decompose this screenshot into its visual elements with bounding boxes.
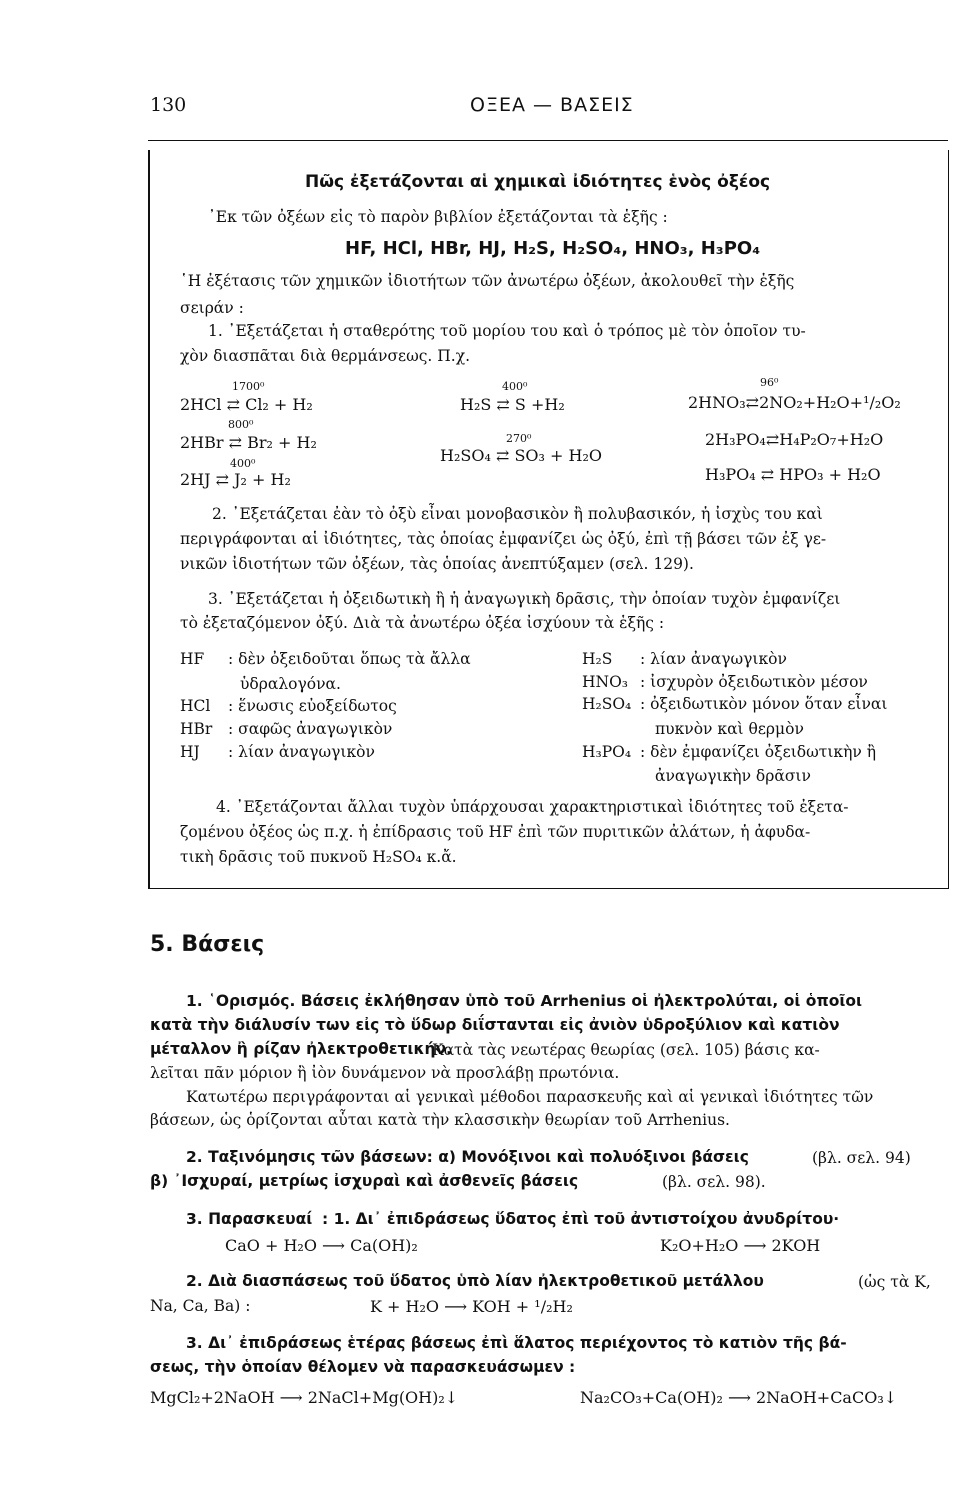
preparations-method1: : 1. Δι᾿ ἐπιδράσεως ὕδατος ἐπὶ τοῦ ἀντιστοίχου ἀνυδρίτου· [322,1210,840,1228]
reaction-h2so4: H₂SO₄ ⇄ SO₃ + H₂O [440,446,602,465]
box-item1-line1: 1. ᾿Εξετάζεται ἡ σταθερότης τοῦ μορίου του καὶ ὁ τρόπος μὲ τὸν ὁποῖον τυ- [208,322,806,340]
methods-line1: Κατωτέρω περιγράφονται αἱ γενικαὶ μέθοδοι παρασκευῆς καὶ αἱ γενικαὶ ἰδιότητες τῶν [186,1088,874,1106]
box-item4-line2: ζομένου ὀξέος ὡς π.χ. ἡ ἐπίδρασις τοῦ HF ἐπὶ τῶν πυριτικῶν ἀλάτων, ἡ ἀφυδα- [180,823,811,841]
prop-desc: : δὲν ὀξειδοῦται ὅπως τὰ ἄλλα [228,650,471,668]
prop-formula: HBr [180,720,213,738]
preparations-method2-text: (ὡς τὰ K, [858,1273,931,1291]
prop-desc: : σαφῶς ἀναγωγικὸν [228,720,393,738]
prop-formula: HNO₃ [582,673,629,691]
definition-line3-text: Κατὰ τὰς νεωτέρας θεωρίας (σελ. 105) βάσις κα- [432,1041,820,1059]
classification-line1: 2. Ταξινόμησις τῶν βάσεων: α) Μονόξινοι καὶ πολυόξινοι βάσεις [186,1148,749,1166]
prop-desc: : ἰσχυρὸν ὀξειδωτικὸν μέσον [640,673,868,691]
equation-mgcl2: MgCl₂+2NaOH ⟶ 2NaCl+Mg(OH)₂↓ [150,1388,459,1407]
box-item2-line1: 2. ᾿Εξετάζεται ἐὰν τὸ ὀξὺ εἶναι μονοβασικὸν ἢ πολυβασικόν, ἡ ἰσχὺς του καὶ [212,505,823,523]
section-title: 5. Βάσεις [150,932,265,957]
equation-k2o: K₂O+H₂O ⟶ 2KOH [660,1236,821,1255]
box-intro: ᾿Εκ τῶν ὀξέων εἰς τὸ παρὸν βιβλίον ἐξετάζονται τὰ ἑξῆς : [208,208,668,226]
equation-na2co3: Na₂CO₃+Ca(OH)₂ ⟶ 2NaOH+CaCO₃↓ [580,1388,898,1407]
prop-desc: πυκνὸν καὶ θερμὸν [655,720,804,738]
temp-label: 1700⁰ [232,380,265,393]
prop-desc: : λίαν ἀναγωγικὸν [640,650,787,668]
reaction-hcl: 2HCl ⇄ Cl₂ + H₂ [180,395,313,414]
definition-line4: λεῖται πᾶν μόριον ἢ ἰὸν δυνάμενον νὰ προσλάβῃ πρωτόνια. [150,1064,620,1082]
running-title: ΟΞΕΑ — ΒΑΣΕΙΣ [470,94,634,116]
preparations-method2: 2. Διὰ διασπάσεως τοῦ ὕδατος ὑπὸ λίαν ἠλεκτροθετικοῦ μετάλλου [186,1272,764,1290]
reaction-hno3: 2HNO₃⇄2NO₂+H₂O+¹/₂O₂ [688,393,901,412]
box-item3-line1: 3. ᾿Εξετάζεται ἡ ὀξειδωτικὴ ἢ ἡ ἀναγωγικὴ δρᾶσις, τὴν ὁποίαν τυχὸν ἐμφανίζει [208,590,841,608]
prop-desc: : λίαν ἀναγωγικὸν [228,743,375,761]
reaction-h2s: H₂S ⇄ S +H₂ [460,395,565,414]
box-item2-line2: περιγράφονται αἱ ἰδιότητες, τὰς ὁποίας ἐμφανίζει ὡς ὀξύ, ἐπὶ τῇ βάσει τῶν ἐξ γε- [180,530,827,548]
reaction-hbr: 2HBr ⇄ Br₂ + H₂ [180,433,317,452]
box-para1-line2: σειράν : [180,299,244,317]
definition-line2: κατὰ τὴν διάλυσίν των εἰς τὸ ὕδωρ διΐστανται εἰς ἀνιὸν ὑδροξύλιον καὶ κατιὸν [150,1016,840,1034]
box-item1-line2: χὸν διασπᾶται διὰ θερμάνσεως. Π.χ. [180,347,471,365]
box-item2-line3: νικῶν ἰδιοτήτων τῶν ὀξέων, τὰς ὁποίας ἀνεπτύξαμεν (σελ. 129). [180,555,694,573]
preparations-method3-line1: 3. Δι᾿ ἐπιδράσεως ἑτέρας βάσεως ἐπὶ ἅλατος περιέχοντος τὸ κατιὸν τῆς βά- [186,1334,847,1352]
preparations-method3-line2: σεως, τὴν ὁποίαν θέλομεν νὰ παρασκευάσωμεν : [150,1358,576,1376]
classification-line2: β) ᾿Ισχυραί, μετρίως ἰσχυραὶ καὶ ἀσθενεῖς βάσεις [150,1172,579,1190]
page-number: 130 [150,94,187,116]
acid-list: HF, HCl, HBr, HJ, H₂S, H₂SO₄, HNO₃, H₃PO₄ [345,238,761,259]
reaction-h3po4-b: H₃PO₄ ⇄ HPO₃ + H₂O [705,465,881,484]
prop-desc: : δὲν ἐμφανίζει ὀξειδωτικὴν ἢ [640,743,877,761]
header-rule [148,140,948,141]
box-item4-line1: 4. ᾿Εξετάζονται ἄλλαι τυχὸν ὑπάρχουσαι χαρακτηριστικαὶ ἰδιότητες τοῦ ἐξετα- [216,798,849,816]
temp-label: 400⁰ [502,380,528,393]
box-para1-line1: ῾Η ἐξέτασις τῶν χημικῶν ἰδιοτήτων τῶν ἀνωτέρω ὀξέων, ἀκολουθεῖ τὴν ἑξῆς [180,272,795,290]
prop-formula: HCl [180,697,211,715]
definition-line1: 1. ῾Ορισμός. Βάσεις ἐκλήθησαν ὑπὸ τοῦ Arrhenius οἱ ἠλεκτρολύται, οἱ ὁποῖοι [186,992,863,1010]
prop-formula: H₃PO₄ [582,743,632,761]
prop-formula: H₂S [582,650,613,668]
prop-desc: : ὀξειδωτικὸν μόνον ὅταν εἶναι [640,695,888,713]
box-item4-line3: τικὴ δρᾶσις τοῦ πυκνοῦ H₂SO₄ κ.ἄ. [180,848,457,866]
prop-desc: : ἕνωσις εὐοξείδωτος [228,697,397,715]
temp-label: 400⁰ [230,457,256,470]
reaction-h3po4-a: 2H₃PO₄⇄H₄P₂O₇+H₂O [705,430,884,449]
box-item3-line2: τὸ ἐξεταζόμενον ὀξύ. Διὰ τὰ ἀνωτέρω ὀξέα ἰσχύουν τὰ ἑξῆς : [180,614,665,632]
prop-desc: ἀναγωγικὴν δρᾶσιν [655,767,811,785]
prop-formula: HJ [180,743,200,761]
preparations-title: 3. Παρασκευαί [186,1210,313,1228]
box-heading: Πῶς ἐξετάζονται αἱ χημικαὶ ἰδιότητες ἑνὸς ὀξέος [305,172,771,192]
prop-formula: HF [180,650,205,668]
temp-label: 96⁰ [760,376,779,389]
temp-label: 270⁰ [506,432,532,445]
preparations-method2-line2: Na, Ca, Ba) : [150,1297,251,1315]
classification-ref2: (βλ. σελ. 98). [662,1173,766,1191]
prop-desc: ὑδραλογόνα. [240,675,341,693]
equation-cao: CaO + H₂O ⟶ Ca(OH)₂ [225,1236,418,1255]
reaction-hj: 2HJ ⇄ J₂ + H₂ [180,470,291,489]
definition-line3: μέταλλον ἢ ρίζαν ἠλεκτροθετικήν. [150,1040,452,1058]
methods-line2: βάσεων, ὡς ὁρίζονται αὗται κατὰ τὴν κλασσικὴν θεωρίαν τοῦ Arrhenius. [150,1111,730,1129]
equation-k: K + H₂O ⟶ KOH + ¹/₂H₂ [370,1297,573,1316]
prop-formula: H₂SO₄ [582,695,632,713]
classification-ref1: (βλ. σελ. 94) [812,1149,911,1167]
temp-label: 800⁰ [228,418,254,431]
